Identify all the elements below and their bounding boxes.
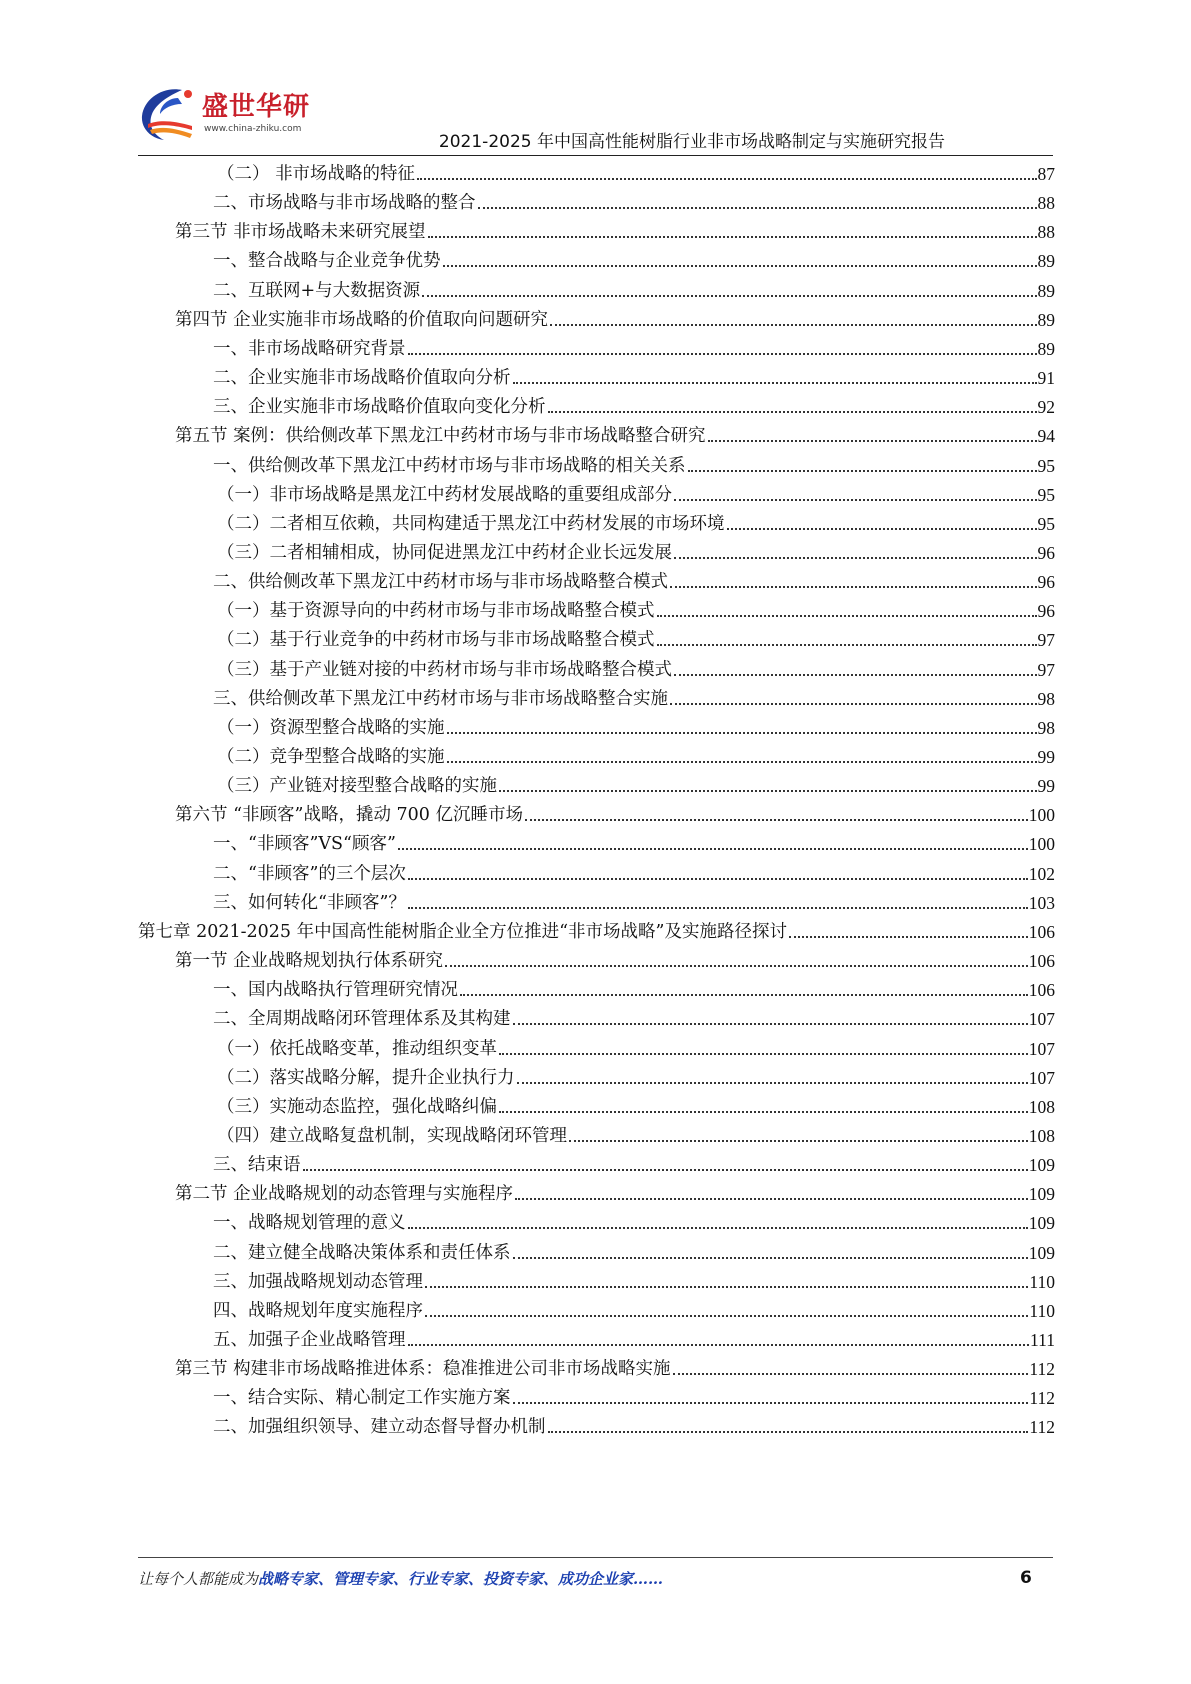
toc-entry[interactable] [217,628,1055,652]
toc-entry-title: 第一节 企业战略规划执行体系研究 [175,951,444,972]
toc-entry-title: 一、结合实际、精心制定工作实施方案 [213,1388,511,1409]
toc-entry[interactable] [175,220,1055,244]
toc-entry-page: 106 [1028,921,1055,942]
toc-entry-page: 95 [1037,513,1055,534]
toc-entry[interactable] [175,308,1055,332]
toc-entry-page: 97 [1037,630,1055,651]
toc-entry[interactable] [213,191,1055,215]
toc-entry[interactable] [213,1007,1055,1031]
toc-entry-page: 106 [1028,951,1055,972]
toc-entry-title: 二、市场战略与非市场战略的整合 [213,193,476,214]
toc-entry-title: 三、加强战略规划动态管理 [213,1271,423,1292]
toc-entry-title: 第五节 案例：供给侧改革下黑龙江中药材市场与非市场战略整合研究 [175,426,706,447]
toc-entry[interactable] [213,1153,1055,1177]
toc-entry[interactable] [217,658,1055,682]
toc-entry-title: 第二节 企业战略规划的动态管理与实施程序 [175,1184,514,1205]
toc-entry[interactable] [175,424,1055,448]
toc-dot-leader [513,1023,1028,1025]
toc-entry[interactable] [217,162,1055,186]
toc-entry[interactable] [217,541,1055,565]
toc-entry-page: 99 [1037,776,1055,797]
toc-entry-page: 91 [1037,368,1055,389]
toc-entry-title: （四）建立战略复盘机制，实现战略闭环管理 [217,1125,567,1146]
toc-dot-leader [674,557,1037,559]
toc-entry-page: 89 [1037,280,1055,301]
toc-entry-title: （一）依托战略变革，推动组织变革 [217,1038,497,1059]
toc-dot-leader [515,1198,1028,1200]
toc-dot-leader [408,907,1028,909]
toc-entry-page: 88 [1037,193,1055,214]
toc-entry[interactable] [213,570,1055,594]
toc-entry-page: 106 [1028,980,1055,1001]
toc-entry-page: 100 [1028,805,1055,826]
toc-dot-leader [499,790,1037,792]
header-divider [138,155,1053,156]
toc-entry-title: 三、供给侧改革下黑龙江中药材市场与非市场战略整合实施 [213,688,668,709]
toc-entry[interactable] [217,599,1055,623]
toc-entry-page: 94 [1037,426,1055,447]
toc-entry-title: 五、加强子企业战略管理 [213,1330,406,1350]
toc-dot-leader [657,644,1037,646]
toc-entry[interactable] [213,395,1055,419]
toc-entry[interactable] [213,1328,1055,1352]
toc-entry[interactable] [213,978,1055,1002]
toc-entry-page: 112 [1029,1417,1055,1438]
toc-entry-title: 三、企业实施非市场战略价值取向变化分析 [213,397,546,418]
document-title: 2021-2025 年中国高性能树脂行业非市场战略制定与实施研究报告 [438,132,945,152]
toc-entry-page: 100 [1028,834,1055,855]
toc-entry-page: 109 [1028,1213,1055,1234]
toc-entry-page: 112 [1029,1359,1055,1380]
toc-dot-leader [548,1431,1029,1433]
toc-entry-title: （一）非市场战略是黑龙江中药材发展战略的重要组成部分 [217,484,672,505]
toc-dot-leader [408,1227,1028,1229]
footer-slogan [138,1568,663,1589]
toc-dot-leader [569,1140,1028,1142]
toc-dot-leader [303,1169,1028,1171]
page-number: 6 [1020,1568,1032,1588]
toc-entry-page: 110 [1029,1271,1055,1292]
toc-entry[interactable] [213,279,1055,303]
toc-entry-title: 第七章 2021-2025 年中国高性能树脂企业全方位推进“非市场战略”及实施路径探讨 [138,921,788,942]
company-logo [138,84,338,148]
toc-entry-title: （二）竞争型整合战略的实施 [217,747,445,767]
toc-dot-leader [425,1315,1028,1317]
toc-entry-title: 一、“非顾客”VS“顾客” [213,834,396,855]
toc-entry-title: 一、供给侧改革下黑龙江中药材市场与非市场战略的相关关系 [213,455,686,476]
footer-slogan-prefix: 让每个人都能成为 [138,1570,259,1588]
toc-dot-leader [548,411,1037,413]
toc-entry-page: 109 [1028,1155,1055,1176]
toc-entry-title: 二、互联网+与大数据资源 [213,280,421,301]
toc-entry[interactable] [213,1270,1055,1294]
toc-entry-page: 96 [1037,601,1055,622]
toc-entry-title: 三、结束语 [213,1155,301,1176]
toc-entry[interactable] [213,832,1055,856]
toc-dot-leader [513,1257,1028,1259]
toc-dot-leader [657,615,1037,617]
toc-dot-leader [408,353,1037,355]
logo-url: www.china-zhiku.com [204,124,302,134]
toc-dot-leader [417,178,1036,180]
toc-entry-page: 109 [1028,1184,1055,1205]
toc-entry-page: 107 [1028,1038,1055,1059]
toc-entry-title: 一、整合战略与企业竞争优势 [213,251,441,272]
toc-entry-page: 89 [1037,309,1055,330]
toc-entry-title: 第三节 非市场战略未来研究展望 [175,222,426,243]
toc-entry-page: 107 [1028,1067,1055,1088]
toc-dot-leader [478,207,1037,209]
toc-dot-leader [517,1082,1028,1084]
toc-entry[interactable] [175,1357,1055,1381]
toc-entry-title: （二）二者相互依赖，共同构建适于黑龙江中药材发展的市场环境 [217,513,725,534]
toc-entry-page: 108 [1028,1096,1055,1117]
toc-entry-page: 96 [1037,542,1055,563]
toc-dot-leader [408,1344,1030,1346]
toc-dot-leader [428,236,1037,238]
toc-entry[interactable] [138,920,1055,944]
toc-entry[interactable] [175,803,1055,827]
toc-entry[interactable] [213,249,1055,273]
toc-entry[interactable] [217,716,1055,740]
toc-dot-leader [513,1402,1029,1404]
logo-emblem-icon [138,84,202,144]
toc-dot-leader [789,936,1028,938]
toc-dot-leader [525,819,1028,821]
toc-entry[interactable] [217,1066,1055,1090]
toc-dot-leader [460,994,1028,996]
toc-dot-leader [670,703,1037,705]
toc-entry-page: 89 [1037,251,1055,272]
toc-dot-leader [673,1373,1029,1375]
toc-entry-title: 一、非市场战略研究背景 [213,338,406,359]
toc-entry[interactable] [217,1124,1055,1148]
toc-entry[interactable] [213,862,1055,886]
toc-entry-title: （三）实施动态监控，强化战略纠偏 [217,1096,497,1117]
toc-entry-title: 二、供给侧改革下黑龙江中药材市场与非市场战略整合模式 [213,572,668,593]
toc-entry-page: 99 [1037,747,1055,767]
toc-dot-leader [445,965,1028,967]
toc-dot-leader [674,499,1037,501]
toc-dot-leader [513,382,1037,384]
toc-entry-page: 102 [1028,863,1055,884]
toc-entry-title: （二） 非市场战略的特征 [217,164,416,184]
toc-entry[interactable] [213,1386,1055,1410]
toc-entry-page: 87 [1037,164,1055,184]
toc-entry-page: 103 [1028,892,1055,913]
toc-entry-title: 三、如何转化“非顾客”？ [213,892,406,913]
toc-entry-title: 四、战略规划年度实施程序 [213,1300,423,1321]
toc-entry[interactable] [217,512,1055,536]
toc-dot-leader [688,470,1037,472]
footer-divider [138,1557,1053,1558]
toc-entry[interactable] [217,774,1055,798]
toc-entry-title: 二、全周期战略闭环管理体系及其构建 [213,1009,511,1030]
toc-entry-page: 112 [1029,1388,1055,1409]
toc-entry-title: （三）基于产业链对接的中药材市场与非市场战略整合模式 [217,659,672,680]
toc-entry[interactable] [213,1299,1055,1323]
toc-entry-title: 二、加强组织领导、建立动态督导督办机制 [213,1417,546,1438]
toc-entry-title: （一）资源型整合战略的实施 [217,717,445,738]
toc-dot-leader [425,1286,1028,1288]
toc-entry-page: 108 [1028,1125,1055,1146]
footer-slogan-highlight: 战略专家、管理专家、行业专家、投资专家、成功企业家…… [258,1570,664,1588]
toc-entry-title: （一）基于资源导向的中药材市场与非市场战略整合模式 [217,601,655,622]
page-header [0,0,1191,160]
toc-entry-title: （三）产业链对接型整合战略的实施 [217,776,497,797]
toc-dot-leader [670,586,1037,588]
toc-entry-title: 二、“非顾客”的三个层次 [213,863,406,884]
toc-dot-leader [499,1111,1028,1113]
toc-entry-title: （三）二者相辅相成，协同促进黑龙江中药材企业长远发展 [217,542,672,563]
toc-dot-leader [408,878,1028,880]
toc-entry[interactable] [217,1037,1055,1061]
toc-entry[interactable] [213,337,1055,361]
toc-entry-title: （二）落实战略分解，提升企业执行力 [217,1067,515,1088]
toc-entry-page: 95 [1037,455,1055,476]
logo-name: 盛世华研 [202,92,311,122]
toc-entry-title: 一、战略规划管理的意义 [213,1213,406,1234]
toc-entry-page: 92 [1037,397,1055,418]
toc-entry[interactable] [213,454,1055,478]
toc-dot-leader [708,440,1037,442]
toc-dot-leader [499,1053,1028,1055]
toc-entry-page: 96 [1037,572,1055,593]
toc-entry-page: 107 [1028,1009,1055,1030]
toc-entry-title: 二、企业实施非市场战略价值取向分析 [213,368,511,389]
toc-entry-page: 88 [1037,222,1055,243]
toc-entry-title: 第六节 “非顾客”战略，撬动 700 亿沉睡市场 [175,805,523,826]
toc-entry-title: 一、国内战略执行管理研究情况 [213,980,458,1001]
toc-entry-title: 第四节 企业实施非市场战略的价值取向问题研究 [175,309,549,330]
toc-dot-leader [422,295,1036,297]
toc-entry[interactable] [213,1415,1055,1439]
toc-dot-leader [398,848,1028,850]
toc-entry-page: 111 [1030,1330,1055,1350]
toc-entry-page: 98 [1037,717,1055,738]
toc-entry[interactable] [213,366,1055,390]
toc-entry-title: 二、建立健全战略决策体系和责任体系 [213,1242,511,1263]
toc-dot-leader [550,324,1036,326]
toc-dot-leader [674,674,1037,676]
toc-dot-leader [447,761,1037,763]
toc-entry[interactable] [217,483,1055,507]
toc-dot-leader [447,732,1037,734]
toc-entry[interactable] [217,1095,1055,1119]
toc-entry-page: 109 [1028,1242,1055,1263]
toc-entry[interactable] [175,1182,1055,1206]
toc-entry[interactable] [175,949,1055,973]
toc-entry-page: 97 [1037,659,1055,680]
toc-entry[interactable] [213,687,1055,711]
toc-entry[interactable] [213,891,1055,915]
toc-entry-page: 95 [1037,484,1055,505]
toc-entry[interactable] [213,1241,1055,1265]
toc-dot-leader [727,528,1037,530]
toc-entry[interactable] [213,1211,1055,1235]
toc-entry-title: 第三节 构建非市场战略推进体系：稳准推进公司非市场战略实施 [175,1359,671,1380]
toc-entry[interactable] [217,745,1055,769]
toc-entry-page: 98 [1037,688,1055,709]
toc-entry-title: （二）基于行业竞争的中药材市场与非市场战略整合模式 [217,630,655,651]
toc-dot-leader [443,265,1037,267]
toc-entry-page: 89 [1037,338,1055,359]
toc-entry-page: 110 [1029,1300,1055,1321]
